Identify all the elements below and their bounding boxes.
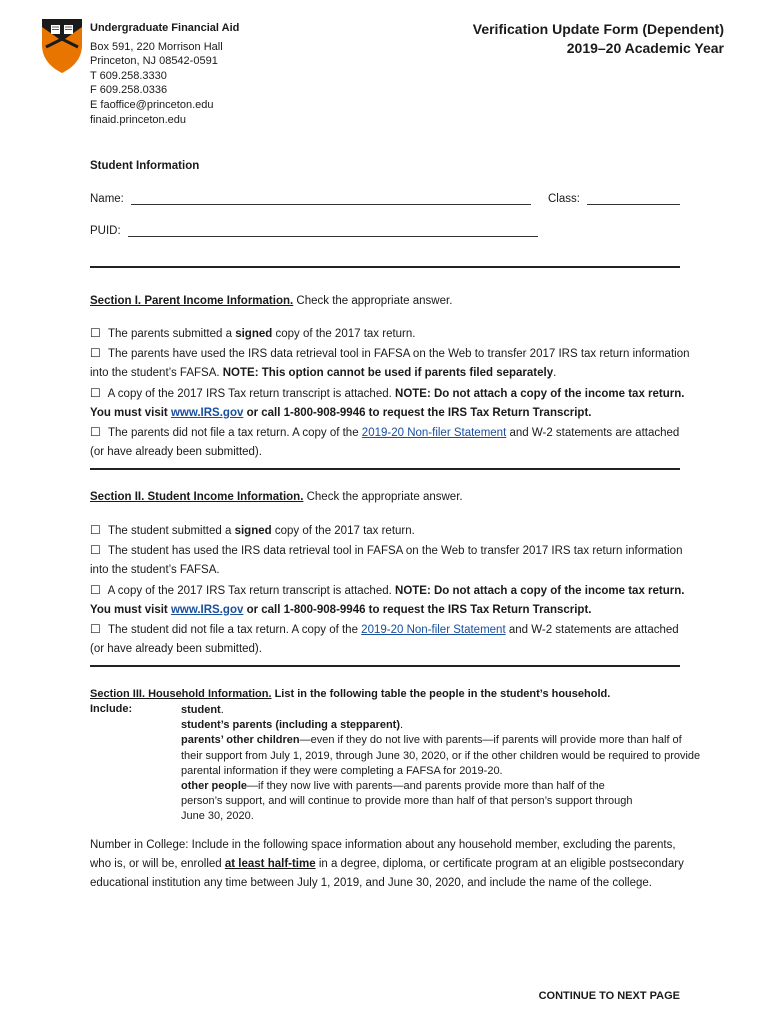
section1-options — [90, 324, 690, 462]
option-note: or call 1-800-908-9946 to request the IRS Tax Return Transcript. — [243, 603, 592, 616]
office-name: Undergraduate Financial Aid — [90, 22, 240, 34]
princeton-shield-logo — [40, 17, 84, 75]
email-line: E faoffice@princeton.edu — [90, 98, 214, 111]
option-text: A copy of the 2017 IRS Tax return transcript is attached. — [107, 584, 396, 597]
section1-heading-row — [90, 292, 690, 311]
form-title: Verification Update Form (Dependent) — [472, 21, 724, 37]
option-text: A copy of the 2017 IRS Tax return transcript is attached. — [107, 387, 396, 400]
option-text: The parents did not file a tax return. A copy of the — [108, 427, 362, 440]
list-item: student’s parents (including a stepparent). — [181, 719, 404, 732]
list-item: other people—if they now live with parents—and parents provide more than half of the person’s support, and will continue to provide more than half of that person’s support through June 30, 2020. — [181, 780, 633, 823]
option-emphasis: signed — [234, 525, 272, 537]
list-item: parents’ other children—even if they do not live with parents—if parents will provide more than half of their support from July 1, 2019, through June 30, 2020, or if the other children would be required to provide parental information if they were completing a FAFSA for 2019-20. — [181, 734, 701, 777]
form-title-block — [473, 20, 724, 58]
section1-heading: Section I. Parent Income Information. — [90, 295, 294, 307]
checkbox[interactable]: ☐ — [90, 425, 101, 440]
student-option-signed-return — [90, 521, 690, 541]
option-text: The student did not file a tax return. A copy of the — [108, 624, 362, 637]
paragraph-text: Number in College: Include in the following space information about any household member, excluding the parents, who is, or will be, enrolled — [90, 839, 676, 871]
half-time-emphasis: at least half-time — [224, 858, 316, 871]
name-row — [90, 192, 531, 205]
section2-options — [90, 521, 690, 659]
name-label: Name: — [90, 193, 124, 205]
checkbox[interactable]: ☐ — [90, 582, 101, 597]
household-include-list — [181, 703, 701, 825]
option-text: The parents submitted a — [108, 328, 236, 340]
section3-instruction: List in the following table the people in the student’s household. — [274, 688, 611, 700]
puid-field[interactable] — [128, 224, 538, 237]
parent-option-transcript — [90, 384, 690, 423]
include-label-row: Include: — [90, 703, 133, 715]
class-field[interactable] — [587, 192, 680, 205]
option-text: The student submitted a — [108, 525, 235, 537]
student-option-irs-drt — [90, 541, 690, 580]
class-row — [548, 192, 680, 205]
address-line: Princeton, NJ 08542-0591 — [90, 55, 218, 68]
section-divider — [90, 266, 680, 268]
address-line: Box 591, 220 Morrison Hall — [90, 40, 223, 53]
section2-heading-row — [90, 488, 690, 507]
parent-option-signed-return — [90, 324, 690, 344]
non-filer-statement-link[interactable]: 2019-20 Non-filer Statement — [361, 427, 507, 440]
section-divider — [90, 665, 680, 667]
academic-year: 2019–20 Academic Year — [566, 40, 724, 56]
parent-option-irs-drt — [90, 344, 690, 383]
option-note: NOTE: This option cannot be used if parents filed separately — [222, 367, 554, 380]
option-emphasis: signed — [235, 328, 273, 340]
checkbox[interactable]: ☐ — [90, 346, 101, 361]
number-in-college-paragraph — [90, 836, 690, 894]
section3-heading-row — [90, 688, 690, 700]
office-address-block — [90, 21, 239, 127]
phone-line: T 609.258.3330 — [90, 69, 167, 82]
section2-heading: Section II. Student Income Information. — [90, 491, 304, 503]
name-field[interactable] — [131, 192, 531, 205]
list-item: student. — [181, 704, 224, 716]
irs-link[interactable]: www.IRS.gov — [170, 603, 244, 616]
paragraph-text: in a degree, diploma, or certificate program at an eligible postsecondary educational institution any time between July 1, 2019, and June 30, 2020, and include the name of the college. — [90, 858, 684, 890]
option-note: NOTE: Do not attach a copy of the income tax return. You must visit — [90, 387, 685, 419]
irs-link[interactable]: www.IRS.gov — [170, 406, 244, 419]
checkbox[interactable]: ☐ — [90, 523, 101, 537]
option-text: and W-2 statements are attached (or have already been submitted). — [90, 624, 679, 656]
website-line: finaid.princeton.edu — [90, 113, 187, 126]
section2-instruction: Check the appropriate answer. — [306, 491, 463, 503]
checkbox[interactable]: ☐ — [90, 385, 101, 400]
checkbox[interactable]: ☐ — [90, 622, 101, 637]
option-note: NOTE: Do not attach a copy of the income tax return. You must visit — [90, 584, 685, 616]
option-note: or call 1-800-908-9946 to request the IRS Tax Return Transcript. — [243, 406, 592, 419]
parent-option-non-filer — [90, 423, 690, 462]
puid-row — [90, 224, 538, 237]
student-info-heading: Student Information — [90, 160, 200, 172]
section3-heading: Section III. Household Information. — [90, 688, 272, 700]
include-label: Include — [90, 703, 129, 715]
option-text: and W-2 statements are attached (or have already been submitted). — [90, 427, 680, 459]
option-text: The parents have used the IRS data retrieval tool in FAFSA on the Web to transfer 2017 IRS tax return information into the student’s FAFSA. — [90, 348, 690, 380]
option-text: The student has used the IRS data retrieval tool in FAFSA on the Web to transfer 2017 IRS tax return information into the student’s FAFSA. — [90, 545, 683, 577]
option-text: copy of the 2017 tax return. — [272, 328, 416, 340]
fax-line: F 609.258.0336 — [90, 84, 168, 97]
puid-label: PUID: — [90, 225, 121, 237]
section1-instruction: Check the appropriate answer. — [296, 295, 453, 307]
continue-to-next-page: CONTINUE TO NEXT PAGE — [538, 990, 680, 1002]
class-label: Class: — [548, 193, 580, 205]
checkbox[interactable]: ☐ — [90, 543, 101, 558]
section-divider — [90, 468, 680, 470]
option-text: copy of the 2017 tax return. — [271, 525, 415, 537]
non-filer-statement-link[interactable]: 2019-20 Non-filer Statement — [361, 624, 506, 637]
checkbox[interactable]: ☐ — [90, 326, 101, 340]
option-text: . — [553, 367, 557, 380]
student-option-transcript — [90, 581, 690, 620]
student-option-non-filer — [90, 620, 690, 659]
